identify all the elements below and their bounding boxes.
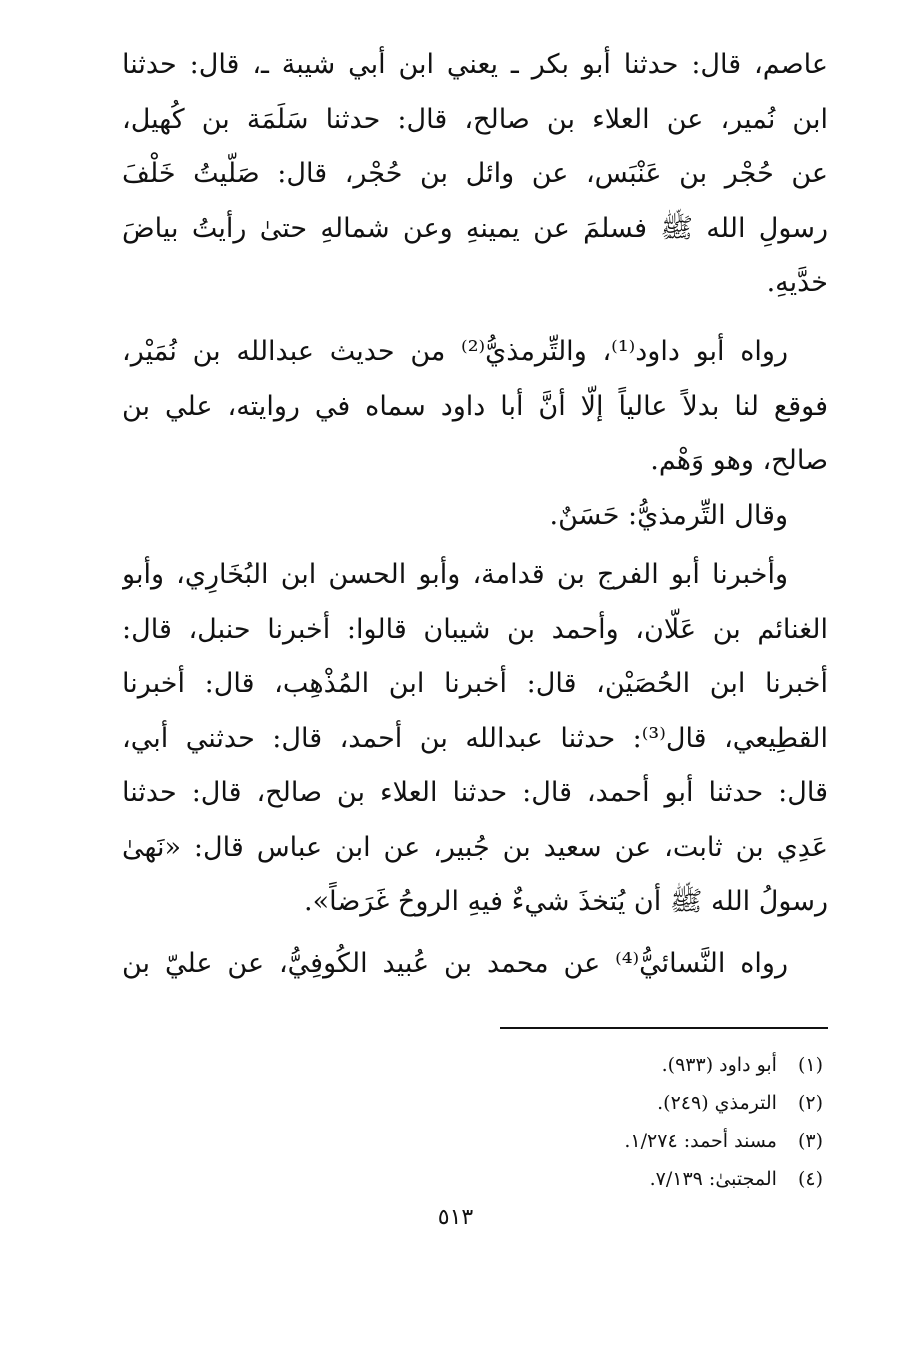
text-line: الغنائم بن عَلّان، وأحمد بن شيبان قالوا: أخبرنا حنبل، قال: <box>122 613 828 645</box>
footnote-number: (٣) <box>797 1130 823 1152</box>
page-number: ٥١٣ <box>437 1205 474 1230</box>
text-line: رواه أبو داود⁽¹⁾، والتِّرمذيُّ⁽²⁾ من حديث عبدالله بن نُمَيْر، <box>122 336 788 367</box>
text-line: قال: حدثنا أبو أحمد، قال: حدثنا العلاء بن صالح، قال: حدثنا <box>122 777 828 808</box>
text-line: وأخبرنا أبو الفرج بن قدامة، وأبو الحسن ابن البُخَارِي، وأبو <box>122 559 788 590</box>
text-line: رواه النَّسائيُّ⁽⁴⁾ عن محمد بن عُبيد الكُوفِيُّ، عن عليّ بن <box>122 948 788 979</box>
text-line: وقال التِّرمذيُّ: حَسَنٌ. <box>549 499 788 531</box>
footnote-number: (٤) <box>797 1168 823 1190</box>
footnote-text: المجتبىٰ: ٧/١٣٩. <box>649 1168 777 1190</box>
text-line: عاصم، قال: حدثنا أبو بكر ـ يعني ابن أبي شيبة ـ، قال: حدثنا <box>122 49 828 80</box>
footnote-2 <box>403 1084 823 1122</box>
footnote-1 <box>403 1046 823 1084</box>
paragraph-4 <box>122 937 828 992</box>
text-line: فوقع لنا بدلاً عالياً إلّا أنَّ أبا داود سماه في روايته، علي بن <box>122 390 828 422</box>
paragraph-2 <box>122 325 828 543</box>
text-line: القطِيعي، قال⁽³⁾: حدثنا عبدالله بن أحمد، قال: حدثني أبي، <box>122 722 828 754</box>
footnote-text: الترمذي (٢٤٩). <box>657 1092 777 1114</box>
footnote-text: مسند أحمد: ١/٢٧٤. <box>624 1130 777 1152</box>
text-line: ابن نُمير، عن العلاء بن صالح، قال: حدثنا سَلَمَة بن كُهيل، <box>122 103 828 135</box>
footnote-number: (٢) <box>797 1092 823 1114</box>
footnote-number: (١) <box>797 1054 823 1076</box>
footnote-text: أبو داود (٩٣٣). <box>661 1054 777 1076</box>
paragraph-1 <box>122 38 828 311</box>
text-line: رسولِ الله ﷺ فسلمَ عن يمينهِ وعن شمالهِ حتىٰ رأيتُ بياضَ <box>122 212 828 244</box>
paragraph-3 <box>122 548 828 930</box>
text-line: عَدِي بن ثابت، عن سعيد بن جُبير، عن ابن عباس قال: «نَهىٰ <box>122 831 828 863</box>
text-line: رسولُ الله ﷺ أن يُتخذَ شيءٌ فيهِ الروحُ غَرَضاً». <box>304 886 828 917</box>
footnote-4 <box>403 1160 823 1198</box>
footnote-3 <box>403 1122 823 1160</box>
text-line: أخبرنا ابن الحُصَيْن، قال: أخبرنا ابن المُذْهِب، قال: أخبرنا <box>122 668 828 699</box>
footnotes <box>403 1046 823 1198</box>
text-line: خدَّيهِ. <box>766 267 828 298</box>
text-line: صالح، وهو وَهْم. <box>650 445 828 476</box>
text-line: عن حُجْر بن عَنْبَس، عن وائل بن حُجْر، قال: صَلّيتُ خَلْفَ <box>122 158 828 189</box>
footnote-separator <box>500 1027 828 1029</box>
